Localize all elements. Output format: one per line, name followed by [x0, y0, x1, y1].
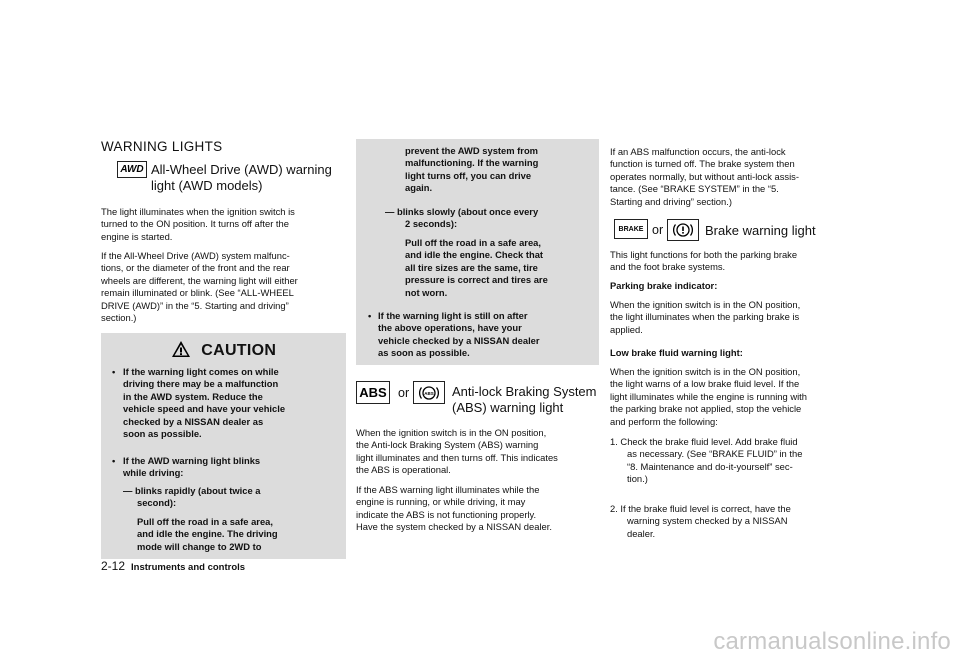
text-line: If an ABS malfunction occurs, the anti-lock — [610, 146, 786, 157]
brake-icon-text: BRAKE — [618, 225, 644, 233]
text-line: as necessary. (See “BRAKE FLUID” in the — [627, 448, 803, 460]
awd-heading-line2: light (AWD models) — [151, 178, 263, 193]
text-line: and perform the following: — [610, 415, 718, 427]
text-line: engine is started. — [101, 230, 173, 242]
text-line: again. — [405, 182, 433, 194]
brake-or-text: or — [652, 223, 664, 237]
abs-or-text: or — [398, 386, 410, 400]
brake-heading: Brake warning light — [705, 223, 816, 238]
text-line: soon as possible. — [123, 428, 202, 440]
caution-sub-2-body — [405, 237, 595, 299]
low-brake-fluid-subheading: Low brake fluid warning light: — [610, 347, 743, 358]
text-line: indicate the ABS is not functioning properly. — [356, 508, 537, 520]
text-line: and idle the engine. The driving — [137, 528, 278, 540]
text-line: DRIVE (AWD)” in the “5. Starting and driving” — [101, 299, 289, 311]
text-line: If the ABS warning light illuminates while the — [356, 484, 540, 495]
brake-paragraph-2 — [610, 299, 853, 336]
caution-sub-1-body-a — [137, 516, 343, 553]
svg-text:ABS: ABS — [424, 390, 434, 396]
text-line: driving there may be a malfunction — [123, 378, 279, 390]
text-line: turned to the ON position. It turns off after the — [101, 218, 289, 230]
text-line: When the ignition switch is in the ON position, — [610, 299, 801, 310]
abs-paragraph-2 — [356, 484, 599, 534]
text-line: light illuminates while the engine is running with — [610, 390, 807, 402]
text-line: as soon as possible. — [378, 347, 470, 359]
text-line: wheels are different, the warning light will either — [101, 274, 298, 286]
text-line: — blinks slowly (about once every — [385, 206, 539, 217]
text-line: section.) — [101, 312, 137, 324]
text-line: When the ignition switch is in the ON position, — [610, 366, 801, 377]
abs-heading-line1: Anti-lock Braking System — [452, 384, 597, 399]
caution-sub-1 — [123, 485, 341, 510]
text-line: 2. If the brake fluid level is correct, have the — [610, 503, 791, 514]
text-line: the Anti-lock Braking System (ABS) warning — [356, 439, 539, 451]
text-line: When the ignition switch is in the ON position, — [356, 427, 547, 438]
text-line: and idle the engine. Check that — [405, 249, 544, 261]
text-line: 1. Check the brake fluid level. Add brake fluid — [610, 436, 798, 447]
text-line: in the AWD system. Reduce the — [123, 390, 263, 402]
text-line: tion.) — [627, 473, 648, 485]
brake-step-1 — [610, 436, 853, 486]
parking-brake-subheading: Parking brake indicator: — [610, 280, 718, 291]
awd-paragraph-1 — [101, 206, 346, 243]
abs-heading-line2: (ABS) warning light — [452, 400, 564, 415]
text-line: malfunctioning. If the warning — [405, 157, 539, 169]
text-line: not worn. — [405, 286, 448, 298]
text-line: remain illuminated or blink. (See “ALL-WHEEL — [101, 287, 294, 299]
abs-paragraph-1 — [356, 427, 599, 477]
text-line: tions, or the diameter of the front and the rear — [101, 262, 290, 274]
text-line: the light illuminates when the parking brake is — [610, 311, 800, 323]
abs-circle-icon — [413, 381, 445, 404]
brake-paragraph-1 — [610, 249, 853, 274]
text-line: warning system checked by a NISSAN — [627, 515, 788, 527]
text-line: vehicle checked by a NISSAN dealer — [378, 334, 540, 346]
text-line: operates normally, but without anti-lock assis- — [610, 170, 799, 182]
text-line: checked by a NISSAN dealer as — [123, 415, 264, 427]
text-line: mode will change to 2WD to — [137, 540, 262, 552]
text-line: dealer. — [627, 527, 656, 539]
text-line: while driving: — [123, 467, 184, 479]
text-line: 2 seconds): — [405, 218, 458, 230]
page-footer — [101, 559, 245, 573]
caution-item-2 — [123, 455, 341, 480]
text-line: If the warning light comes on while — [123, 366, 279, 377]
caution-title: CAUTION — [201, 342, 277, 359]
brake-circle-glyph — [672, 221, 694, 239]
text-line: function is turned off. The brake system then — [610, 158, 795, 170]
text-line: vehicle speed and have your vehicle — [123, 403, 286, 415]
caution-item-1 — [123, 366, 341, 440]
text-line: Pull off the road in a safe area, — [137, 516, 273, 527]
text-line: the parking brake not applied, stop the vehicle — [610, 403, 802, 415]
text-line: If the AWD warning light blinks — [123, 455, 261, 466]
abs-circle-glyph — [418, 384, 440, 402]
abs-icon — [356, 381, 390, 404]
text-line: If the warning light is still on after — [378, 310, 528, 321]
awd-heading-line1: All-Wheel Drive (AWD) warning — [151, 162, 332, 177]
text-line: light turns off, you can drive — [405, 169, 532, 181]
abs-paragraph-3 — [610, 146, 853, 208]
brake-circle-icon — [667, 219, 699, 241]
awd-paragraph-2 — [101, 250, 346, 324]
text-line: pressure is correct and tires are — [405, 274, 548, 286]
abs-heading — [452, 384, 597, 416]
caution-header — [101, 337, 346, 360]
brake-paragraph-3 — [610, 366, 853, 428]
text-line: The light illuminates when the ignition switch is — [101, 206, 295, 217]
text-line: Pull off the road in a safe area, — [405, 237, 541, 248]
text-line: This light functions for both the parking brake — [610, 249, 798, 260]
awd-icon-text: AWD — [120, 164, 144, 175]
text-line: all tire sizes are the same, tire — [405, 261, 538, 273]
abs-icon-text: ABS — [359, 385, 387, 400]
caution-bullet-2: • — [112, 455, 116, 466]
caution-sub-2 — [385, 206, 595, 231]
text-line: “8. Maintenance and do-it-yourself” sec- — [627, 460, 793, 472]
text-line: — blinks rapidly (about twice a — [123, 485, 261, 496]
text-line: If the All-Wheel Drive (AWD) system malfunc- — [101, 250, 290, 261]
text-line: and the foot brake systems. — [610, 261, 726, 273]
caution-sub-1-body-b — [405, 145, 595, 195]
brake-icon — [614, 219, 648, 239]
caution-triangle-icon — [171, 340, 191, 358]
caution-bullet-1: • — [112, 366, 116, 377]
text-line: the light warns of a low brake fluid level. If the — [610, 378, 800, 390]
text-line: the ABS is operational. — [356, 464, 451, 476]
caution-item-3 — [378, 310, 595, 360]
text-line: second): — [137, 497, 177, 509]
text-line: applied. — [610, 323, 643, 335]
watermark: carmanualsonline.info — [713, 628, 951, 655]
text-line: engine is running, or while driving, it may — [356, 496, 526, 508]
text-line: light illuminates and then turns off. This indicates — [356, 451, 558, 463]
text-line: tance. (See “BRAKE SYSTEM” in the “5. — [610, 183, 779, 195]
text-line: Have the system checked by a NISSAN dealer. — [356, 521, 552, 533]
text-line: Starting and driving” section.) — [610, 195, 732, 207]
caution-bullet-3: • — [368, 310, 372, 321]
awd-icon — [117, 161, 147, 178]
text-line: the above operations, have your — [378, 322, 522, 334]
brake-step-2 — [610, 503, 853, 540]
footer-section: Instruments and controls — [131, 562, 246, 573]
awd-heading — [151, 162, 332, 194]
section-title: WARNING LIGHTS — [101, 139, 223, 154]
text-line: prevent the AWD system from — [405, 145, 539, 156]
page-number: 2-12 — [101, 559, 126, 573]
